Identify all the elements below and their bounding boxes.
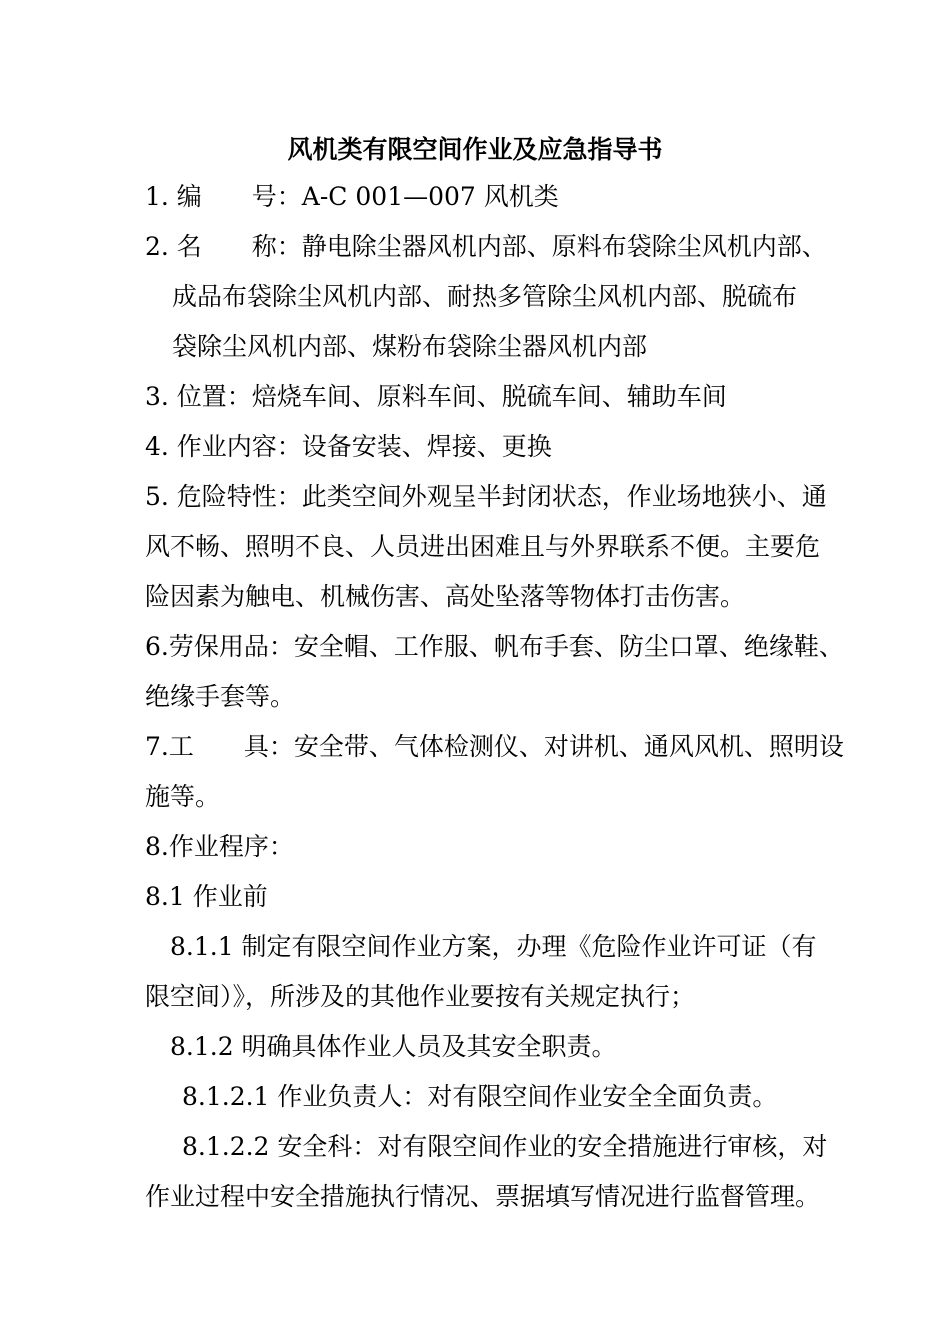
- doc-line-8-1-2-2-cont: 作业过程中安全措施执行情况、票据填写情况进行监督管理。: [145, 1182, 821, 1211]
- doc-line-8-1-2-1: 8.1.2.1 作业负责人：对有限空间作业安全全面负责。: [182, 1082, 778, 1111]
- doc-line-8-1-2-2: 8.1.2.2 安全科：对有限空间作业的安全措施进行审核，对: [182, 1132, 828, 1161]
- doc-line-work-content: 4. 作业内容：设备安装、焊接、更换: [145, 432, 552, 461]
- doc-line-ppe-cont: 绝缘手套等。: [145, 682, 296, 711]
- document-title: 风机类有限空间作业及应急指导书: [287, 135, 663, 164]
- doc-line-tools: 7.工 具：安全带、气体检测仪、对讲机、通风风机、照明设: [145, 732, 844, 761]
- doc-line-procedure-heading: 8.作业程序：: [145, 832, 294, 861]
- doc-line-ppe: 6.劳保用品：安全帽、工作服、帆布手套、防尘口罩、绝缘鞋、: [145, 632, 844, 661]
- doc-line-8-1-1-cont: 限空间）》，所涉及的其他作业要按有关规定执行；: [145, 982, 696, 1011]
- doc-line-before-work-heading: 8.1 作业前: [145, 882, 268, 911]
- doc-line-tools-cont: 施等。: [145, 782, 221, 811]
- doc-line-name-cont-1: 成品布袋除尘风机内部、耐热多管除尘风机内部、脱硫布: [172, 282, 798, 311]
- doc-line-location: 3. 位置：焙烧车间、原料车间、脱硫车间、辅助车间: [145, 382, 727, 411]
- doc-line-hazards: 5. 危险特性：此类空间外观呈半封闭状态，作业场地狭小、通: [145, 482, 827, 511]
- doc-line-name-cont-2: 袋除尘风机内部、煤粉布袋除尘器风机内部: [172, 332, 648, 361]
- doc-line-number: 1. 编 号：A-C 001—007 风机类: [145, 182, 559, 211]
- doc-line-hazards-cont-1: 风不畅、照明不良、人员进出困难且与外界联系不便。主要危: [145, 532, 821, 561]
- doc-line-8-1-1: 8.1.1 制定有限空间作业方案，办理《危险作业许可证（有: [170, 932, 817, 961]
- doc-line-name: 2. 名 称：静电除尘器风机内部、原料布袋除尘风机内部、: [145, 232, 827, 261]
- doc-line-8-1-2: 8.1.2 明确具体作业人员及其安全职责。: [170, 1032, 617, 1061]
- doc-line-hazards-cont-2: 险因素为触电、机械伤害、高处坠落等物体打击伤害。: [145, 582, 746, 611]
